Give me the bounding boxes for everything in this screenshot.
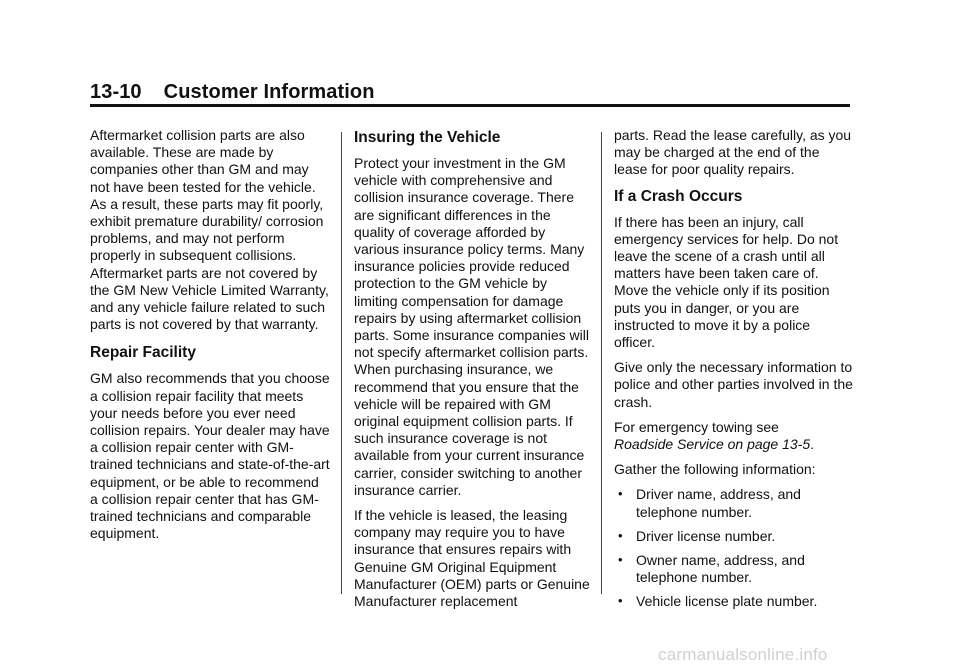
page-number: 13-10 — [90, 81, 142, 103]
bullet-icon: • — [618, 527, 623, 543]
gather-info-paragraph: Gather the following information: — [614, 461, 816, 478]
repair-facility-heading: Repair Facility — [90, 344, 196, 362]
list-item-text: Driver name, address, and telephone number. — [636, 486, 801, 520]
repair-facility-paragraph: GM also recommends that you choose a collision repair facility that meets your needs before you ever need collision repairs. Your dealer may have a collision repair center with GM-trained technicians and state-of-the-art equipment, or be able to recommend a collision repair center that has GM-trained technicians and comparable equipment. — [90, 370, 330, 542]
column-2 — [354, 128, 592, 618]
section-title: Customer Information — [163, 81, 375, 103]
watermark: carmanualsonline.info — [658, 645, 828, 664]
list-item — [614, 593, 854, 610]
column-divider-left — [341, 132, 342, 594]
leased-vehicle-paragraph: If the vehicle is leased, the leasing company may require you to have insurance that ensures repairs with Genuine GM Original Equipment Manufacturer (OEM) parts or Genuine Manufacturer replacement — [354, 507, 590, 610]
roadside-service-link[interactable]: Roadside Service on page 13-5 — [614, 436, 811, 453]
list-item-text: Vehicle license plate number. — [636, 593, 818, 610]
list-item — [614, 552, 854, 586]
towing-period: . — [810, 436, 815, 453]
list-item — [614, 486, 854, 520]
page-header — [90, 81, 375, 104]
list-item-text: Driver license number. — [636, 527, 776, 544]
lease-continuation-paragraph: parts. Read the lease carefully, as you may be charged at the end of the lease for poor quality repairs. — [614, 127, 852, 178]
list-item-text: Owner name, address, and telephone number. — [636, 552, 805, 586]
column-1 — [90, 127, 330, 550]
bullet-icon: • — [618, 593, 623, 609]
necessary-info-paragraph: Give only the necessary information to police and other parties involved in the crash. — [614, 359, 853, 410]
header-rule — [90, 104, 850, 107]
aftermarket-parts-paragraph: Aftermarket collision parts are also available. These are made by companies other than GM and may not have been tested for the vehicle. As a result, these parts may fit poorly, exhibit premature durability/ corrosion problems, and may not perform properly in subsequent collisions. Aftermarket parts are not covered by the GM New Vehicle Limited Warranty, and any vehicle failure related to such parts is not covered by that warranty. — [90, 127, 329, 333]
column-divider-right — [601, 132, 602, 594]
injury-paragraph: If there has been an injury, call emergency services for help. Do not leave the scene of a crash until all matters have been taken care of. Move the vehicle only if its position puts you in danger, or you are instructed to move it by a police officer. — [614, 213, 839, 351]
info-list — [614, 486, 854, 610]
crash-occurs-heading: If a Crash Occurs — [614, 187, 743, 205]
insuring-vehicle-heading: Insuring the Vehicle — [354, 129, 501, 146]
insurance-paragraph: Protect your investment in the GM vehicle with comprehensive and collision insurance coverage. There are significant differences in the quality of coverage afforded by various insurance policy terms. Many insurance policies provide reduced protection to the GM vehicle by limiting compensation for damage repairs by using aftermarket collision parts. Some insurance companies will not specify aftermarket collision parts. When purchasing insurance, we recommend that you ensure that the vehicle will be repaired with GM original equipment collision parts. If such insurance coverage is not available from your current insurance carrier, consider switching to another insurance carrier. — [354, 155, 589, 498]
column-3 — [614, 127, 854, 618]
towing-paragraph — [614, 419, 854, 453]
bullet-icon: • — [618, 552, 623, 568]
towing-text: For emergency towing see — [614, 418, 779, 435]
bullet-icon: • — [618, 486, 623, 502]
list-item — [614, 528, 854, 545]
